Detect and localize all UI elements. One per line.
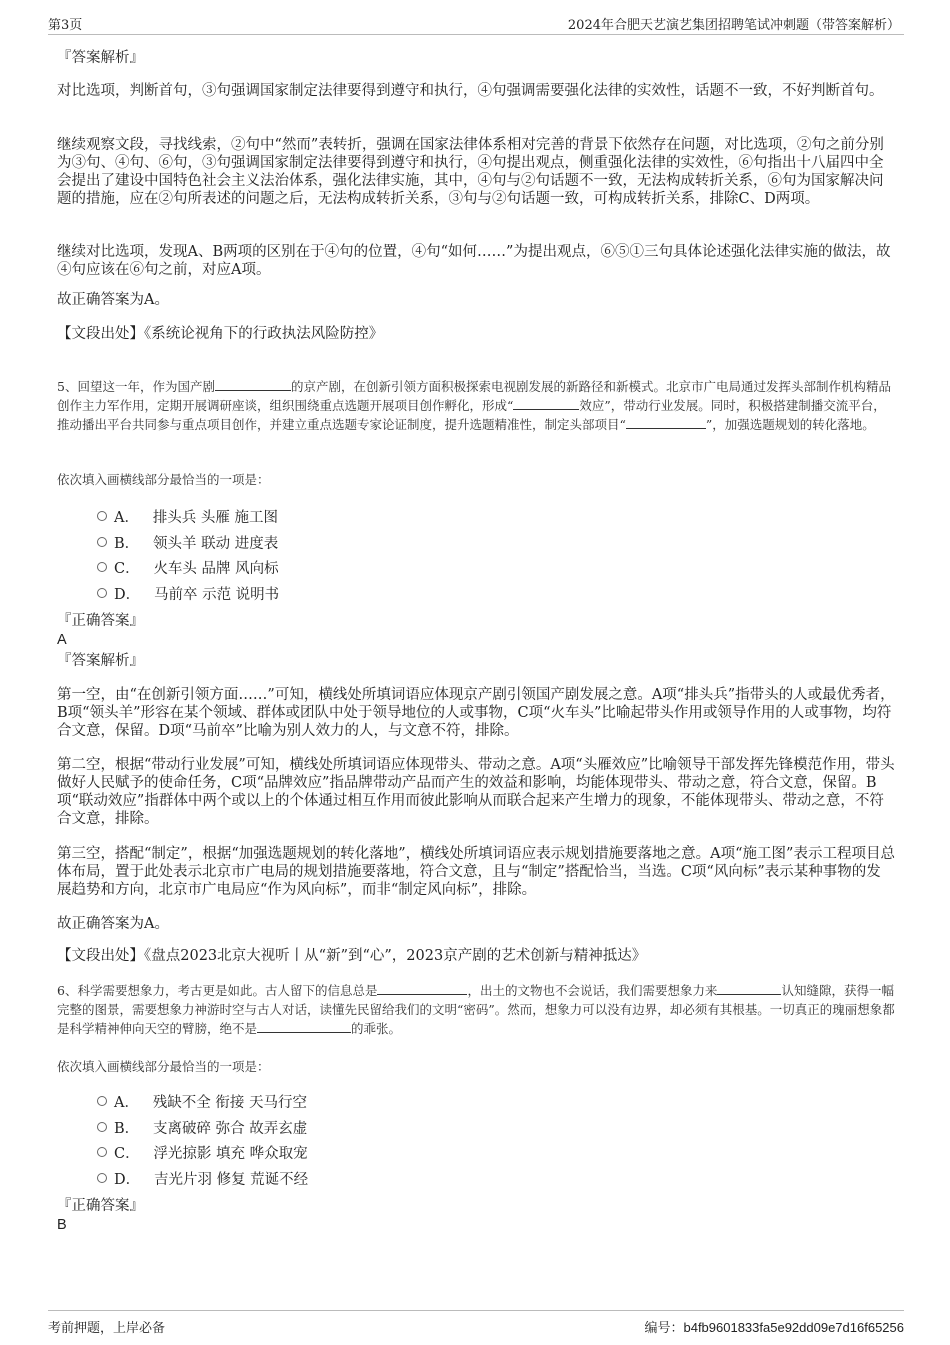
q5-analysis-tag: 『答案解析』 — [57, 653, 144, 669]
radio-icon[interactable] — [97, 1147, 107, 1157]
q6-blank-1 — [377, 982, 467, 995]
q4-conclusion: 故正确答案为A。 — [57, 292, 169, 308]
q6-option-d[interactable]: D． 吉光片羽 修复 荒诞不经 — [57, 1167, 895, 1193]
radio-icon[interactable] — [97, 537, 107, 547]
q5-analysis-para1: 第一空，由“在创新引领方面……”可知，横线处所填词语应体现京产剧引领国产剧发展之意。A项“排头兵”指带头的人或最优秀者，B项“领头羊”形容在某个领域、群体或团队中处于领导地位的人或事物，C项“火车头”比喻起带头作用或领导作用的人或事物，均符合文意，保留。D项“马前卒”比喻为别人效力的人，与文意不符，排除。 — [57, 687, 895, 739]
q5-blank-1 — [215, 378, 291, 391]
q5-option-a[interactable]: A． 排头兵 头雁 施工图 — [57, 505, 895, 531]
q6-stem: 6、科学需要想象力，考古更是如此。古人留下的信息总是 ，出土的文物也不会说话，我们需要想象力来 认知缝隙，获得一幅完整的图景，需要想象力神游时空与古人对话，读懂先民留给我们的文明“密码”。然而，想象力可以没有边界，却必须有其根基。一切真正的瑰丽想象都是科学精神伸向天空的臂膀，绝不是 的乖张。 — [57, 983, 895, 1036]
radio-icon[interactable] — [97, 1173, 107, 1183]
q5-blank-3 — [626, 416, 706, 429]
radio-icon[interactable] — [97, 588, 107, 598]
q5-option-b[interactable]: B． 领头羊 联动 进度表 — [57, 531, 895, 557]
document-id: 编号：b4fb9601833fa5e92dd09e7d16f65256 — [644, 1320, 904, 1335]
radio-icon[interactable] — [97, 1096, 107, 1106]
page-header — [48, 14, 904, 35]
radio-icon[interactable] — [97, 511, 107, 521]
q4-source: 【文段出处】《系统论视角下的行政执法风险防控》 — [57, 326, 384, 342]
q6-prompt: 依次填入画横线部分最恰当的一项是： — [57, 1059, 270, 1074]
q4-analysis-tag: 『答案解析』 — [57, 50, 144, 66]
q5-option-c[interactable]: C． 火车头 品牌 风向标 — [57, 556, 895, 582]
q4-analysis-para2: 继续观察文段，寻找线索，②句中“然而”表转折，强调在国家法律体系相对完善的背景下依然存在问题，对比选项，②句之前分别为③句、④句、⑥句，③句强调国家制定法律要得到遵守和执行，④句提出观点，侧重强化法律的实效性，⑥句指出十八届四中全会提出了建设中国特色社会主义法治体系，强化法律实施，其中，④句与②句话题不一致，无法构成转折关系，⑥句为国家解决问题的措施，应在②句所表述的问题之后，无法构成转折关系，③句与②句话题一致，可构成转折关系，排除C、D两项。 — [57, 137, 884, 207]
q5-options — [57, 505, 895, 607]
radio-icon[interactable] — [97, 1122, 107, 1132]
q6-option-c[interactable]: C． 浮光掠影 填充 哗众取宠 — [57, 1141, 895, 1167]
q6-option-b[interactable]: B． 支离破碎 弥合 故弄玄虚 — [57, 1116, 895, 1142]
q5-stem: 5、回望这一年，作为国产剧 的京产剧，在创新引领方面积极探索电视剧发展的新路径和新模式。北京市广电局通过发挥头部制作机构精品创作主力军作用，定期开展调研座谈，组织围绕重点选题开展项目创作孵化，形成“ 效应”，带动行业发展。同时，积极搭建制播交流平台，推动播出平台共同参与重点项目创作，并建立重点选题专家论证制度，提升选题精准性，制定头部项目“ ”，加强选题规划的转化落地。 — [57, 379, 891, 432]
q6-answer-tag: 『正确答案』 — [57, 1198, 144, 1214]
q5-analysis-para2: 第二空，根据“带动行业发展”可知，横线处所填词语应体现带头、带动之意。A项“头雁效应”比喻领导干部发挥先锋模范作用，带头做好人民赋予的使命任务，C项“品牌效应”指品牌带动产品而产生的效益和影响，均能体现带头、带动之意，符合文意，保留。B项“联动效应”指群体中两个或以上的个体通过相互作用而彼此影响从而联合起来产生增力的现象，不能体现带头、带动之意，不符合文意，排除。 — [57, 757, 895, 827]
q6-blank-2 — [717, 982, 781, 995]
q6-answer: B — [57, 1217, 67, 1233]
q6-options — [57, 1090, 895, 1192]
page-number: 第3页 — [48, 18, 83, 33]
q4-analysis-para3: 继续对比选项，发现A、B两项的区别在于④句的位置，④句“如何……”为提出观点，⑥⑤①三句具体论述强化法律实施的做法，故④句应该在⑥句之前，对应A项。 — [57, 244, 891, 278]
q5-answer-tag: 『正确答案』 — [57, 613, 144, 629]
q4-analysis-para1: 对比选项，判断首句，③句强调国家制定法律要得到遵守和执行，④句强调需要强化法律的实效性，话题不一致，不好判断首句。 — [57, 83, 884, 99]
radio-icon[interactable] — [97, 562, 107, 572]
q6-option-a[interactable]: A． 残缺不全 衔接 天马行空 — [57, 1090, 895, 1116]
footer-slogan: 考前押题，上岸必备 — [48, 1321, 166, 1336]
q5-blank-2 — [513, 397, 579, 410]
q5-option-d[interactable]: D． 马前卒 示范 说明书 — [57, 582, 895, 608]
q5-answer: A — [57, 632, 67, 648]
q5-source: 【文段出处】《盘点2023北京大视听丨从“新”到“心”，2023京产剧的艺术创新与精神抵达》 — [57, 948, 647, 964]
document-title: 2024年合肥天艺演艺集团招聘笔试冲刺题（带答案解析） — [567, 18, 900, 33]
q5-conclusion: 故正确答案为A。 — [57, 916, 169, 932]
q5-prompt: 依次填入画横线部分最恰当的一项是： — [57, 472, 270, 487]
q6-blank-3 — [257, 1020, 351, 1033]
page-footer — [48, 1310, 904, 1335]
q5-analysis-para3: 第三空，搭配“制定”，根据“加强选题规划的转化落地”，横线处所填词语应表示规划措施要落地之意。A项“施工图”表示工程项目总体布局，置于此处表示北京市广电局的规划措施要落地，符合文意，且与“制定”搭配恰当，当选。C项“风向标”表示某种事物的发展趋势和方向，北京市广电局应“作为风向标”，而非“制定风向标”，排除。 — [57, 846, 895, 898]
